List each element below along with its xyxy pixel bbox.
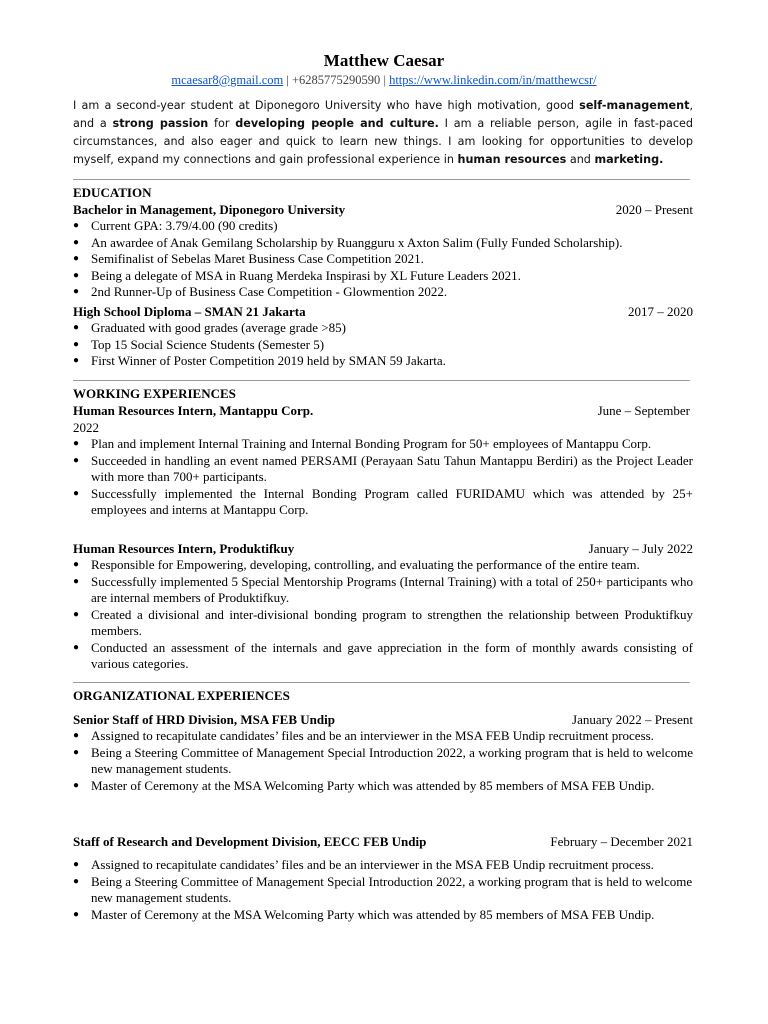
resume-header <box>0 50 768 89</box>
entry-role: Bachelor in Management, Diponegoro University <box>73 202 346 217</box>
list-item: ● Assigned to recapitulate candidates’ files and be an interviewer in the MSA FEB Undip recruitment process. <box>73 728 693 745</box>
section-divider <box>73 682 690 683</box>
work-entry-produktifkuy <box>73 540 693 673</box>
bullet-list <box>73 218 693 301</box>
contact-separator: | <box>283 73 292 87</box>
contact-line <box>0 72 768 89</box>
bullet-list <box>73 320 693 370</box>
list-item: ● Successfully implemented the Internal Bonding Program called FURIDAMU which was attended by 25+ employees and interns at Mantappu Corp. <box>73 486 693 519</box>
profile-summary <box>73 97 693 169</box>
email-link[interactable]: mcaesar8@gmail.com <box>171 73 284 87</box>
entry-date: June – September <box>597 403 690 418</box>
entry-date: January 2022 – Present <box>572 712 693 727</box>
list-item: ● Responsible for Empowering, developing, controlling, and evaluating the performance of the entire team. <box>73 557 693 574</box>
entry-date-year: 2022 <box>73 420 99 435</box>
candidate-name: Matthew Caesar <box>323 51 445 70</box>
education-entry-bachelor <box>73 201 693 301</box>
entry-date: January – July 2022 <box>588 541 693 556</box>
section-divider <box>73 179 690 180</box>
entry-role: Staff of Research and Development Division, EECC FEB Undip <box>73 834 427 849</box>
summary-text: for <box>208 117 236 130</box>
summary-highlight: marketing. <box>594 153 664 166</box>
linkedin-link[interactable]: https://www.linkedin.com/in/matthewcsr/ <box>389 73 597 87</box>
summary-highlight: developing people and culture. <box>235 117 439 130</box>
list-item: ● Current GPA: 3.79/4.00 (90 credits) <box>73 218 693 235</box>
summary-highlight: strong passion <box>112 117 209 130</box>
org-title: ORGANIZATIONAL EXPERIENCES <box>73 688 290 703</box>
section-divider <box>73 380 690 381</box>
education-entry-highschool <box>73 303 693 370</box>
work-title: WORKING EXPERIENCES <box>73 386 236 401</box>
list-item: ● Master of Ceremony at the MSA Welcoming Party which was attended by 85 members of MSA FEB Undip. <box>73 907 693 924</box>
list-item: ● Semifinalist of Sebelas Maret Business Case Competition 2021. <box>73 251 693 268</box>
list-item: ● Being a Steering Committee of Management Special Introduction 2022, a working program that is held to welcome new management students. <box>73 745 693 778</box>
list-item: ● An awardee of Anak Gemilang Scholarship by Ruangguru x Axton Salim (Fully Funded Scholarship). <box>73 235 693 252</box>
list-item: ● Successfully implemented 5 Special Mentorship Programs (Internal Training) with a total of 250+ participants who are internal members of Produktifkuy. <box>73 574 693 607</box>
entry-role: Senior Staff of HRD Division, MSA FEB Undip <box>73 712 335 727</box>
summary-highlight: human resources <box>457 153 567 166</box>
list-item: ● Plan and implement Internal Training and Internal Bonding Program for 50+ employees of Mantappu Corp. <box>73 436 693 453</box>
list-item: ● Graduated with good grades (average grade >85) <box>73 320 693 337</box>
list-item: ● First Winner of Poster Competition 2019 held by SMAN 59 Jakarta. <box>73 353 693 370</box>
bullet-list <box>73 436 693 519</box>
entry-date: 2020 – Present <box>615 202 693 217</box>
summary-text: I am a second-year student at Diponegoro University who have high motivation, good <box>73 99 580 112</box>
list-item: ● Succeeded in handling an event named PERSAMI (Perayaan Satu Tahun Mantappu Berdiri) as the Project Leader with more than 700+ participants. <box>73 453 693 486</box>
list-item: ● Master of Ceremony at the MSA Welcoming Party which was attended by 85 members of MSA FEB Undip. <box>73 778 693 795</box>
entry-date: February – December 2021 <box>550 834 693 849</box>
bullet-list <box>73 728 693 794</box>
list-item: ● 2nd Runner-Up of Business Case Competition - Glowmention 2022. <box>73 284 693 301</box>
entry-role: Human Resources Intern, Produktifkuy <box>73 541 295 556</box>
list-item: ● Created a divisional and inter-divisional bonding program to strengthen the relationship between Produktifkuy members. <box>73 607 693 640</box>
contact-separator: | <box>380 73 390 87</box>
list-item: ● Conducted an assessment of the internals and gave appreciation in the form of monthly awards consisting of various categories. <box>73 640 693 673</box>
list-item: ● Top 15 Social Science Students (Semester 5) <box>73 337 693 354</box>
bullet-list <box>73 557 693 673</box>
list-item: ● Being a delegate of MSA in Ruang Merdeka Inspirasi by XL Future Leaders 2021. <box>73 268 693 285</box>
summary-text: and <box>566 153 595 166</box>
education-title: EDUCATION <box>73 185 152 200</box>
phone-number: +6285775290590 <box>292 73 381 87</box>
summary-text: I am a reliable person, agile in fast-paced circumstances, and also eager and quick to learn new things. I am looking for opportunities to develop myself, expand my connections and gain professional experience in <box>73 117 693 166</box>
summary-text: , and a <box>73 99 693 130</box>
list-item: ● Being a Steering Committee of Management Special Introduction 2022, a working program that is held to welcome new management students. <box>73 874 693 907</box>
work-entry-mantappu <box>73 402 693 519</box>
entry-date: 2017 – 2020 <box>628 304 693 319</box>
org-entry-msa <box>73 711 693 794</box>
bullet-list <box>73 857 693 923</box>
summary-highlight: self-management <box>579 99 690 112</box>
list-item: ● Assigned to recapitulate candidates’ files and be an interviewer in the MSA FEB Undip recruitment process. <box>73 857 693 874</box>
entry-role: High School Diploma – SMAN 21 Jakarta <box>73 304 306 319</box>
entry-role: Human Resources Intern, Mantappu Corp. <box>73 403 314 418</box>
org-entry-eecc <box>73 833 693 923</box>
